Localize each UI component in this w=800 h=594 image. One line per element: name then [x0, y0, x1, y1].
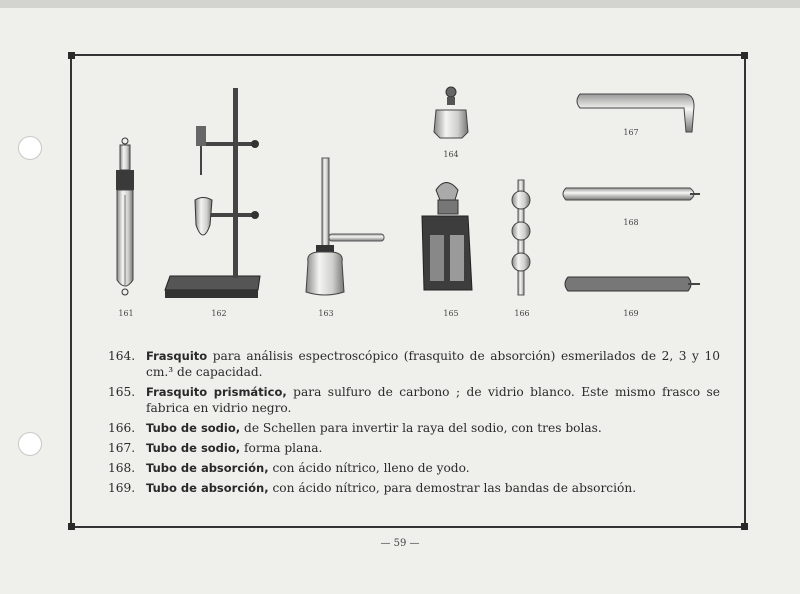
item-description: con ácido nítrico, para demostrar las bandas de absorción.	[268, 481, 637, 495]
list-item	[108, 384, 720, 416]
page-number: — 59 —	[380, 538, 420, 549]
item-number: 167.	[108, 441, 136, 455]
fig-167-tube	[577, 94, 694, 132]
figure-number: 162	[211, 309, 227, 318]
fig-163-bottle	[306, 158, 384, 295]
list-item	[108, 460, 720, 476]
figure-number: 164	[443, 150, 459, 159]
item-description: con ácido nítrico, lleno de yodo.	[268, 461, 470, 475]
item-name: Frasquito	[146, 349, 208, 363]
fig-164-bottle	[434, 87, 468, 138]
fig-166-tube	[512, 180, 530, 295]
item-name: Tubo de absorción,	[146, 481, 269, 495]
fig-168-tube	[563, 188, 700, 200]
list-item	[108, 348, 720, 380]
item-description: para análisis espectroscópico (frasquito de absorción) esmerilados de 2, 3 y 10 cm.³ de capacidad.	[146, 349, 720, 379]
figure-number: 167	[623, 128, 639, 137]
fig-162-stand	[165, 88, 260, 298]
item-description: para sulfuro de carbono ; de vidrio blanco. Este mismo frasco se fabrica en vidrio negro.	[146, 385, 721, 415]
item-number: 165.	[108, 385, 136, 399]
item-number: 168.	[108, 461, 136, 475]
figure-number: 168	[623, 218, 639, 227]
figure-number: 169	[623, 309, 639, 318]
binder-hole-bottom	[18, 432, 42, 456]
list-item	[108, 480, 720, 496]
figure-number: 166	[514, 309, 530, 318]
item-number: 166.	[108, 421, 136, 435]
item-name: Tubo de sodio,	[146, 441, 241, 455]
item-number: 164.	[108, 349, 136, 363]
frame-corner	[741, 523, 748, 530]
item-description: de Schellen para invertir la raya del sodio, con tres bolas.	[240, 421, 602, 435]
figure-number: 163	[318, 309, 334, 318]
fig-161-tube	[116, 138, 134, 295]
figure-number: 161	[118, 309, 134, 318]
item-name: Frasquito prismático,	[146, 385, 287, 399]
figure-number: 165	[443, 309, 459, 318]
item-description: forma plana.	[240, 441, 323, 455]
item-name: Tubo de sodio,	[146, 421, 241, 435]
frame-corner	[68, 523, 75, 530]
fig-169-tube	[565, 277, 700, 291]
list-item	[108, 420, 720, 436]
item-number: 169.	[108, 481, 136, 495]
list-item	[108, 440, 720, 456]
item-list	[108, 348, 720, 500]
fig-165-bottle	[422, 183, 472, 291]
item-name: Tubo de absorción,	[146, 461, 269, 475]
